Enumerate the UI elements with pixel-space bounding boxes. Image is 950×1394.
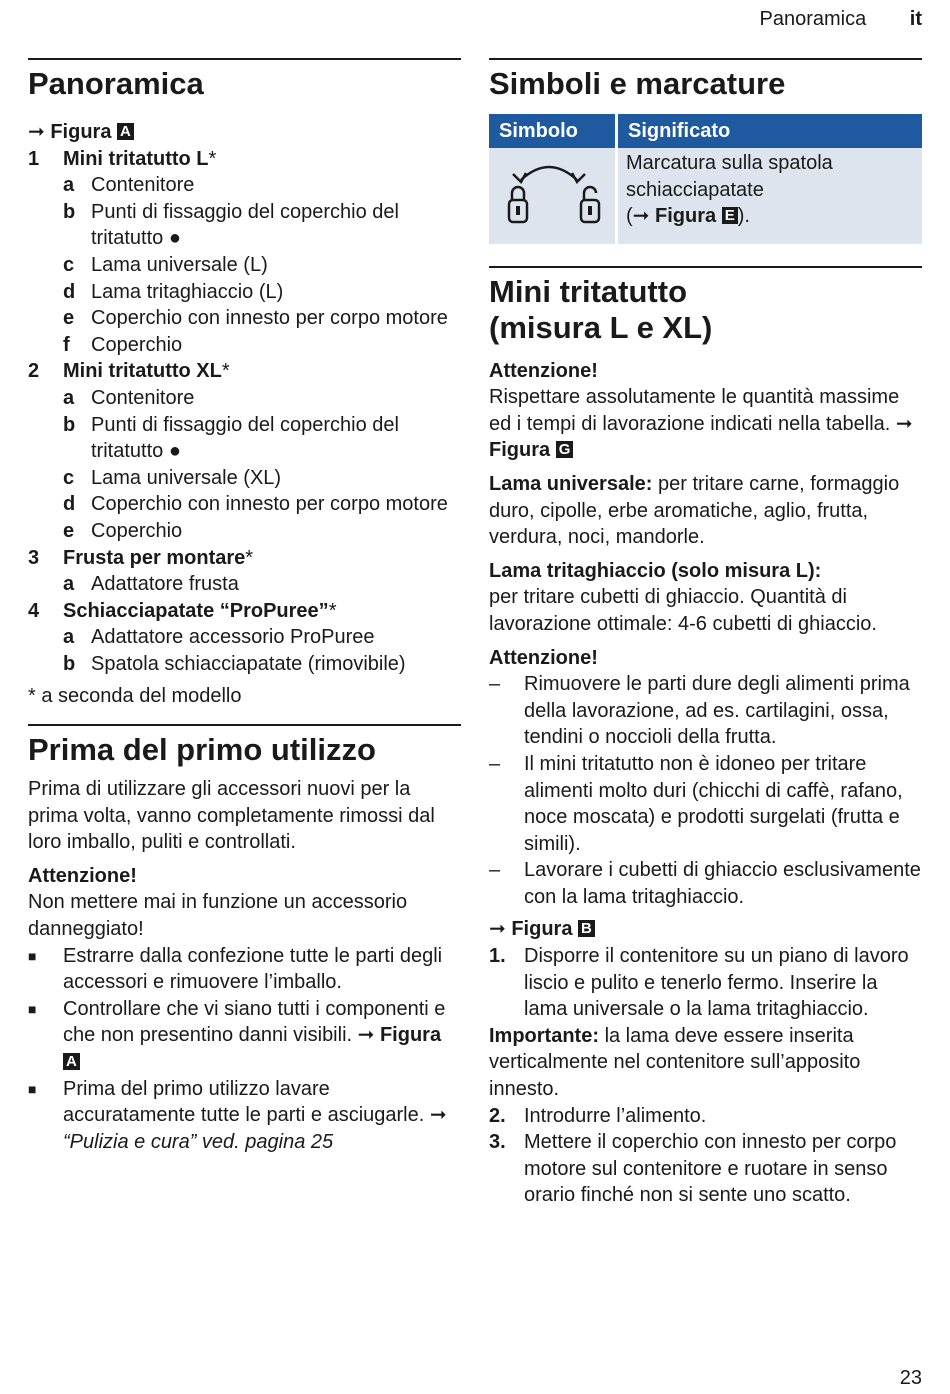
step-item: 1. Disporre il contenitore su un piano di lavoro liscio e pulito e tenerlo fermo. Inserire la lama universale o la lama tritaghiaccio. bbox=[489, 945, 909, 1021]
parts-list-subitem: a Adattatore accessorio ProPuree bbox=[63, 626, 375, 649]
parts-list-subitem: a Contenitore bbox=[63, 386, 195, 409]
figure-letter-badge: A bbox=[117, 123, 134, 140]
right-column bbox=[489, 58, 922, 1209]
parts-list-subitem: d Lama tritaghiaccio (L) bbox=[63, 280, 284, 303]
figure-ref: ➞ Figura B bbox=[489, 916, 922, 943]
parts-list-subitem: e Coperchio con innesto per corpo motore bbox=[63, 307, 448, 330]
section-title-mini-chopper: Mini tritatutto (misura L e XL) bbox=[489, 273, 713, 345]
warning-list bbox=[489, 671, 922, 910]
figure-letter-badge: G bbox=[556, 441, 574, 458]
symbol-cell bbox=[489, 148, 617, 244]
parts-list-item: 2 Mini tritatutto XL * bbox=[28, 360, 230, 383]
figure-letter-badge: B bbox=[578, 920, 595, 937]
warning-label: Attenzione! bbox=[489, 646, 598, 669]
universal-blade-paragraph: Lama universale: per tritare carne, formaggio duro, cipolle, erbe aromatiche, aglio, frutta, verdura, noci, mandorle. bbox=[489, 472, 900, 549]
bullet-icon: ■ bbox=[28, 1080, 37, 1097]
meaning-cell: Marcatura sulla spatola schiacciapatate (➞ Figura E ). bbox=[617, 148, 923, 244]
warning-text: Rispettare assolutamente le quantità massime ed i tempi di lavorazione indicati nella tabella. ➞ Figura G bbox=[489, 386, 913, 462]
cross-reference: “Pulizia e cura” ved. pagina 25 bbox=[63, 1130, 334, 1153]
list-item: – Lavorare i cubetti di ghiaccio esclusivamente con la lama tritaghiaccio. bbox=[489, 857, 922, 910]
page-number: 23 bbox=[899, 1367, 922, 1390]
section-title-panoramica: Panoramica bbox=[28, 66, 204, 101]
footnote: * a seconda del modello bbox=[28, 685, 242, 708]
parts-list-subitem: a Contenitore bbox=[63, 174, 195, 197]
parts-list-item: 3 Frusta per montare * bbox=[28, 546, 254, 569]
list-item: ■ Controllare che vi siano tutti i componenti e che non presentino danni visibili. ➞ Figura A bbox=[28, 996, 461, 1076]
list-item: ■ Prima del primo utilizzo lavare accuratamente tutte le parti e asciugarle. ➞ “Pulizia e cura” ved. pagina 25 bbox=[28, 1076, 461, 1156]
header-language: it bbox=[909, 8, 922, 30]
list-item: ■ Estrarre dalla confezione tutte le parti degli accessori e rimuovere l’imballo. bbox=[28, 943, 461, 996]
arrow-icon: ➞ bbox=[489, 918, 506, 941]
warning-label: Attenzione! bbox=[28, 864, 137, 887]
arrow-icon: ➞ bbox=[632, 205, 650, 228]
figure-ref: ➞ Figura A bbox=[28, 119, 461, 146]
parts-list-item: 4 Schiacciapatate “ProPuree” * bbox=[28, 599, 337, 622]
parts-list-subitem: e Coperchio bbox=[63, 519, 183, 542]
intro-paragraph: Prima di utilizzare gli accessori nuovi per la prima volta, vanno completamente rimossi dal loro imballo, puliti e controllati. bbox=[28, 778, 435, 854]
parts-list-subitem: d Coperchio con innesto per corpo motore bbox=[63, 493, 448, 516]
parts-list-subitem: b Spatola schiacciapatate (rimovibile) bbox=[63, 652, 406, 675]
parts-list-subitem: c Lama universale (XL) bbox=[63, 466, 282, 489]
header-section: Panoramica bbox=[759, 8, 867, 30]
parts-list-item: 1 Mini tritatutto L * bbox=[28, 147, 217, 170]
bullet-icon: ■ bbox=[28, 947, 37, 964]
parts-list-subitem: f Coperchio bbox=[63, 333, 183, 356]
left-column bbox=[28, 58, 461, 1155]
parts-list-subitem: b Punti di fissaggio del coperchio del tritatutto ● bbox=[63, 413, 399, 463]
step-item: 2. Introdurre l’alimento. bbox=[489, 1104, 707, 1127]
warning-text: Non mettere mai in funzione un accessorio danneggiato! bbox=[28, 891, 408, 941]
figure-letter-badge: A bbox=[63, 1053, 80, 1070]
symbols-table bbox=[489, 114, 922, 244]
parts-list bbox=[28, 146, 461, 678]
section-title-symbols: Simboli e marcature bbox=[489, 66, 786, 101]
arrow-icon: ➞ bbox=[357, 1024, 375, 1047]
step-item: 3. Mettere il coperchio con innesto per corpo motore sul contenitore e ruotare in senso orario finché non si sente uno scatto. bbox=[489, 1131, 897, 1207]
dash-marker: – bbox=[489, 752, 501, 775]
important-note: Importante: la lama deve essere inserita verticalmente nel contenitore sull’apposito innesto. bbox=[489, 1024, 861, 1101]
parts-list-subitem: a Adattatore frusta bbox=[63, 573, 239, 596]
warning-label: Attenzione! bbox=[489, 359, 598, 382]
dash-marker: – bbox=[489, 673, 501, 696]
arrow-icon: ➞ bbox=[429, 1104, 447, 1127]
parts-list-subitem: b Punti di fissaggio del coperchio del tritatutto ● bbox=[63, 200, 399, 250]
arrow-icon: ➞ bbox=[895, 412, 913, 435]
running-header bbox=[760, 6, 923, 33]
bullet-icon: ■ bbox=[28, 1000, 37, 1017]
table-header-symbol: Simbolo bbox=[489, 114, 617, 148]
table-header-meaning: Significato bbox=[617, 114, 923, 148]
arrow-icon: ➞ bbox=[28, 121, 45, 143]
list-item: – Il mini tritatutto non è idoneo per tritare alimenti molto duri (chicchi di caffè, rafano, noce moscata) e prodotti surgelati (frutta e simili). bbox=[489, 751, 922, 857]
lock-unlock-rotation-icon bbox=[493, 154, 605, 230]
list-item: – Rimuovere le parti dure degli alimenti prima della lavorazione, ad es. cartilagini, ossa, tendini o noccioli della frutta. bbox=[489, 671, 922, 751]
section-title-first-use: Prima del primo utilizzo bbox=[28, 732, 376, 768]
ice-blade-paragraph: Lama tritaghiaccio (solo misura L): per tritare cubetti di ghiaccio. Quantità di lavorazione ottimale: 4-6 cubetti di ghiaccio. bbox=[489, 559, 877, 635]
parts-list-subitem: c Lama universale (L) bbox=[63, 253, 268, 276]
dash-marker: – bbox=[489, 859, 501, 882]
figure-letter-badge: E bbox=[722, 207, 738, 224]
